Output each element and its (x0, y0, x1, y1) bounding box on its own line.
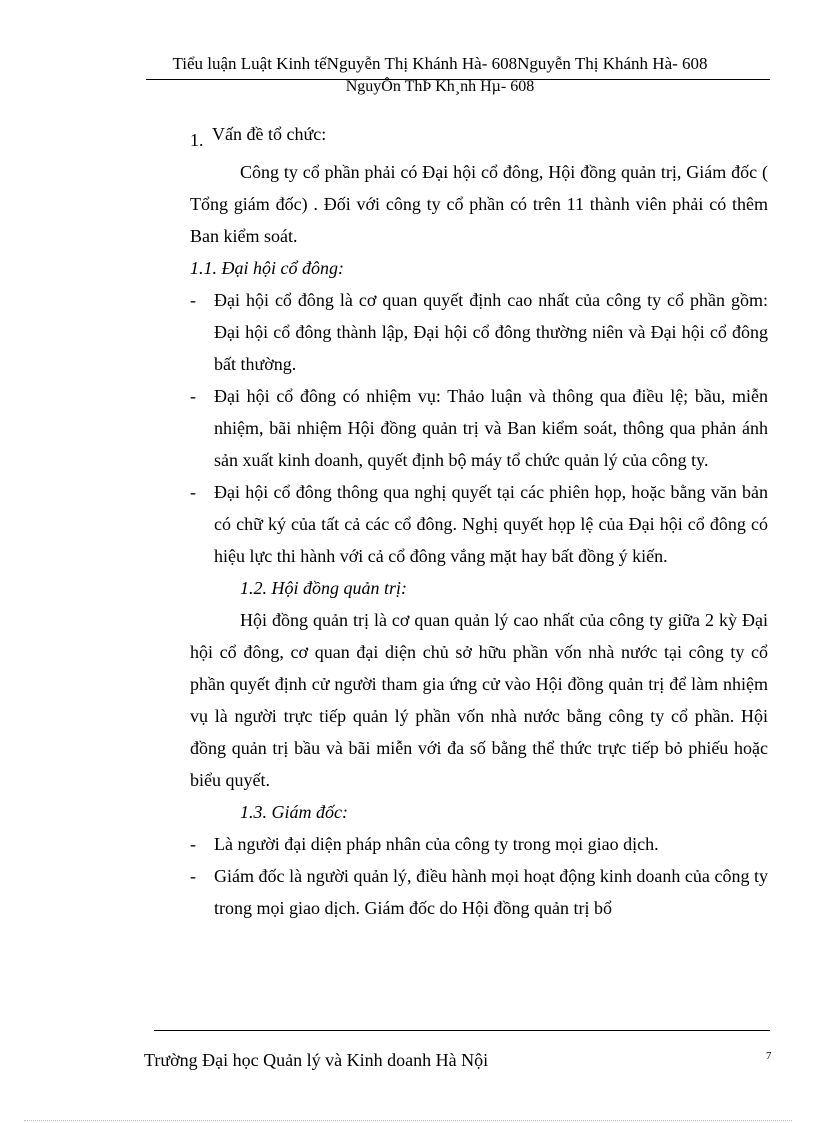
bullet-dash: - (190, 482, 196, 502)
page-boundary (24, 1120, 792, 1121)
list-item (190, 380, 768, 476)
subsection-title-3: 1.3. Giám đốc: (240, 802, 348, 822)
page-header-garbled: NguyÔn ThÞ Kh¸nh Hµ- 608 (345, 78, 535, 95)
bullet-dash: - (190, 866, 196, 886)
document-body (190, 118, 768, 924)
subsection-paragraph: Hội đồng quản trị là cơ quan quản lý cao nhất của công ty giữa 2 kỳ Đại hội cổ đông, cơ quan đại diện chủ sở hữu phần vốn nhà nước tại công ty cổ phần quyết định cử người tham gia ứng cử vào Hội đồng quản trị để làm nhiệm vụ là người trực tiếp quản lý phần vốn nhà nước bằng công ty cổ phần. Hội đồng quản trị bầu và bãi miễn với đa số bằng thể thức trực tiếp bỏ phiếu hoặc biểu quyết. (190, 610, 768, 790)
list-item-text: Đại hội cổ đông có nhiệm vụ: Thảo luận và thông qua điều lệ; bầu, miễn nhiệm, bãi nhiệm Hội đồng quản trị và Ban kiểm soát, thông qua phản ánh sản xuất kinh doanh, quyết định bộ máy tổ chức quản lý của công ty. (214, 386, 768, 470)
list-item-text: Giám đốc là người quản lý, điều hành mọi hoạt động kinh doanh của công ty trong mọi giao dịch. Giám đốc do Hội đồng quản trị bổ (214, 866, 768, 918)
bullet-dash: - (190, 290, 196, 310)
footer-divider (154, 1030, 770, 1031)
subsection-title-2: 1.2. Hội đồng quản trị: (240, 578, 408, 598)
list-item (190, 860, 768, 924)
section-heading (190, 118, 768, 156)
list-item-text: Đại hội cổ đông là cơ quan quyết định cao nhất của công ty cổ phần gồm: Đại hội cổ đông thành lập, Đại hội cổ đông thường niên và Đại hội cổ đông bất thường. (214, 290, 768, 374)
bullet-dash: - (190, 834, 196, 854)
list-item (190, 828, 768, 860)
section-number: 1. (190, 130, 204, 150)
list-item-text: Là người đại diện pháp nhân của công ty trong mọi giao dịch. (214, 834, 659, 854)
list-item-text: Đại hội cổ đông thông qua nghị quyết tại các phiên họp, hoặc bằng văn bản có chữ ký của tất cả các cổ đông. Nghị quyết họp lệ của Đại hội cổ đông có hiệu lực thi hành với cả cổ đông vắng mặt hay bất đồng ý kiến. (214, 482, 768, 566)
page-header: Tiểu luận Luật Kinh tếNguyễn Thị Khánh Hà- 608Nguyễn Thị Khánh Hà- 608 (172, 54, 708, 73)
list-item (190, 476, 768, 572)
section-intro: Công ty cổ phần phải có Đại hội cổ đông, Hội đồng quản trị, Giám đốc ( Tổng giám đốc) . Đối với công ty cổ phần có trên 11 thành viên phải có thêm Ban kiểm soát. (190, 162, 768, 246)
list-item (190, 284, 768, 380)
page-number: 7 (766, 1050, 772, 1062)
subsection-title-1: 1.1. Đại hội cổ đông: (190, 258, 344, 278)
page-footer: Trường Đại học Quản lý và Kinh doanh Hà Nội (144, 1050, 489, 1070)
section-title: Vấn đề tổ chức: (212, 124, 327, 144)
bullet-dash: - (190, 386, 196, 406)
